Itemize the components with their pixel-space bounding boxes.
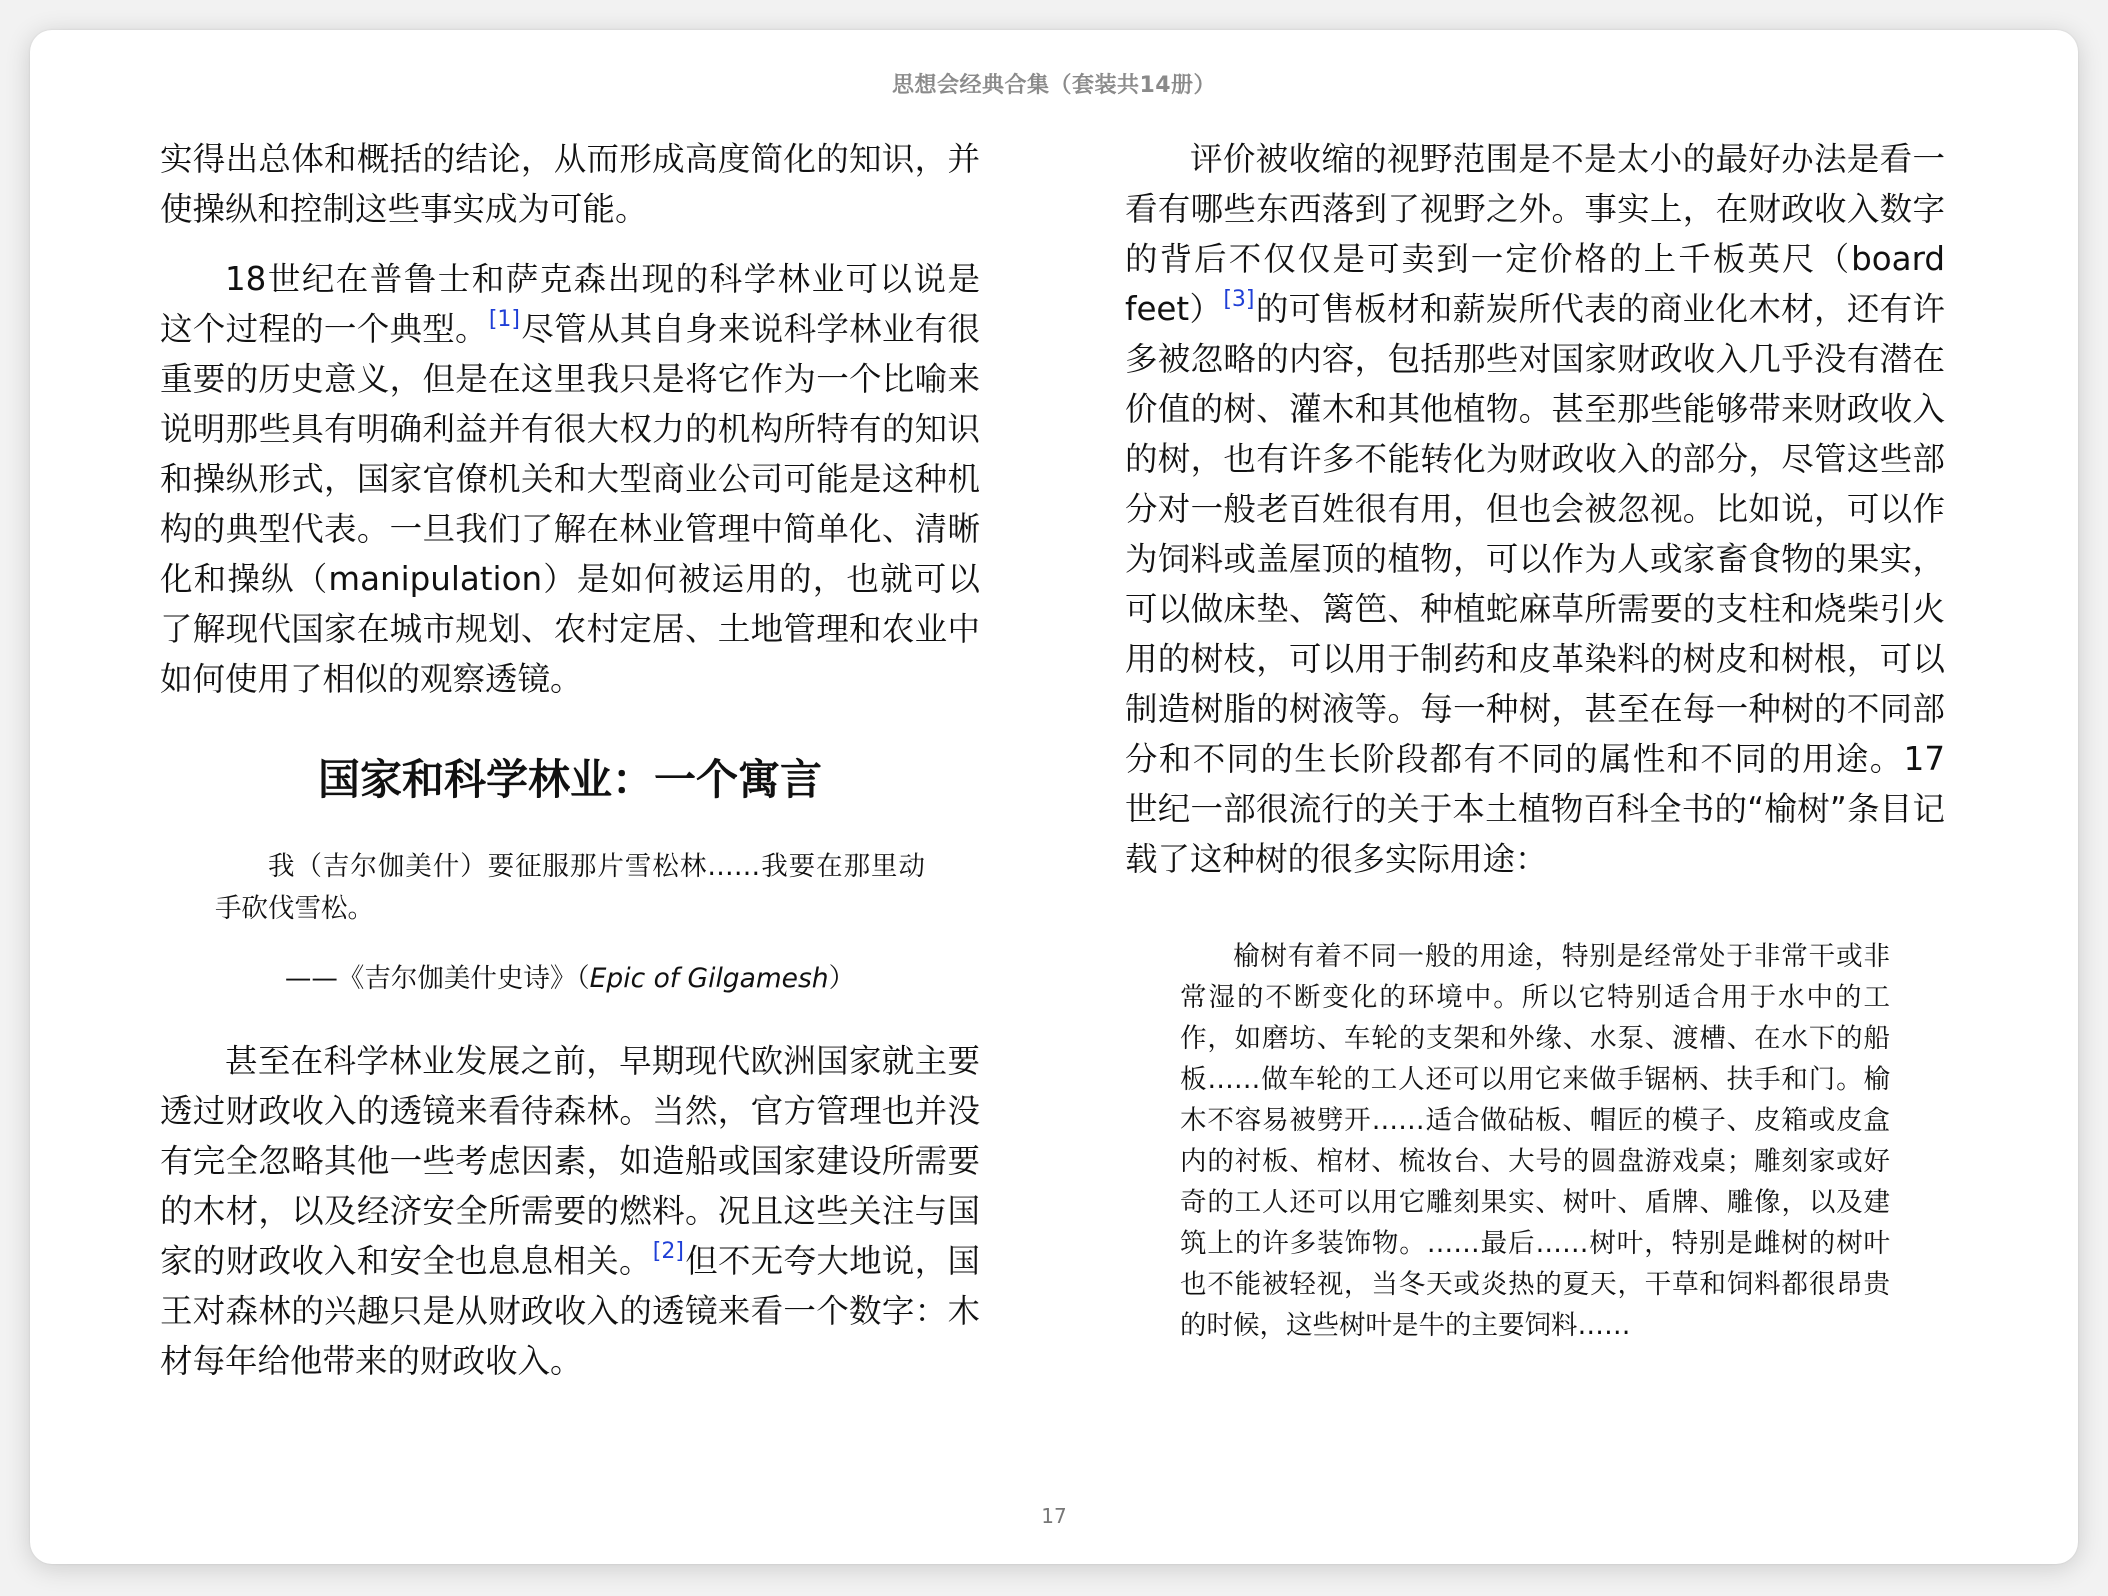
epigraph: 我（吉尔伽美什）要征服那片雪松林……我要在那里动手砍伐雪松。: [215, 851, 925, 924]
footnote-link-2[interactable]: [2]: [652, 1239, 684, 1264]
footnote-link-1[interactable]: [1]: [488, 307, 521, 332]
running-header: 思想会经典合集（套装共14册）: [891, 73, 1217, 98]
paragraph-scientific-forestry: [160, 254, 980, 704]
paragraph-text: 的可售板材和薪炭所代表的商业化木材，还有许多被忽略的内容，包括那些对国家财政收入几乎没有潜在价值的树、灌木和其他植物。甚至那些能够带来财政收入的树，也有许多不能转化为财政收入的部分，尽管这些部分对一般老百姓很有用，但也会被忽视。比如说，可以作为饲料或盖屋顶的植物，可以作为人或家畜食物的果实，可以做床垫、篱笆、种植蛇麻草所需要的支柱和烧柴引火用的树枝，可以用于制药和皮革染料的树皮和树根，可以制造树脂的树液等。每一种树，甚至在每一种树的不同部分和不同的生长阶段都有不同的属性和不同的用途。17世纪一部很流行的关于本土植物百科全书的“榆树”条目记载了这种树的很多实际用途：: [1125, 290, 1945, 878]
right-column: [1125, 134, 1945, 1346]
paragraph-text: 18世纪在普鲁士和萨克森出现的科学林业可以说是这个过程的一个典型。: [160, 260, 980, 348]
page-number: 17: [1041, 1504, 1067, 1528]
book-page: [30, 30, 2078, 1564]
left-column: [160, 134, 980, 1386]
paragraph-fiscal-lens: [160, 1036, 980, 1386]
paragraph-text: 但不无夸大地说，国王对森林的兴趣只是从财政收入的透镜来看一个数字：木材每年给他带来的财政收入。: [160, 1242, 980, 1380]
block-quote-elm: 榆树有着不同一般的用途，特别是经常处于非常干或非常湿的不断变化的环境中。所以它特别适合用于水中的工作，如磨坊、车轮的支架和外缘、水泵、渡槽、在水下的船板……做车轮的工人还可以用它来做手锯柄、扶手和门。榆木不容易被劈开……适合做砧板、帽匠的模子、皮箱或皮盒内的衬板、棺材、梳妆台、大号的圆盘游戏桌；雕刻家或好奇的工人还可以用它雕刻果实、树叶、盾牌、雕像，以及建筑上的许多装饰物。……最后……树叶，特别是雌树的树叶也不能被轻视，当冬天或炎热的夏天，干草和饲料都很昂贵的时候，这些树叶是牛的主要饲料……: [1180, 941, 1890, 1341]
epigraph-source-suffix: ）: [828, 963, 856, 994]
paragraph-text: 评价被收缩的视野范围是不是太小的最好办法是看一看有哪些东西落到了视野之外。事实上，在财政收入数字的背后不仅仅是可卖到一定价格的上千板英尺（board feet）: [1125, 140, 1945, 328]
epigraph-source: [160, 958, 980, 1000]
paragraph-narrowed-vision: [1125, 134, 1945, 884]
paragraph-text: 甚至在科学林业发展之前，早期现代欧洲国家就主要透过财政收入的透镜来看待森林。当然，官方管理也并没有完全忽略其他一些考虑因素，如造船或国家建设所需要的木材，以及经济安全所需要的燃料。况且这些关注与国家的财政收入和安全也息息相关。: [160, 1042, 980, 1280]
section-title: 国家和科学林业：一个寓言: [317, 755, 822, 804]
footnote-link-3[interactable]: [3]: [1223, 287, 1255, 312]
paragraph-text: 尽管从其自身来说科学林业有很重要的历史意义，但是在这里我只是将它作为一个比喻来说明那些具有明确利益并有很大权力的机构所特有的知识和操纵形式，国家官僚机关和大型商业公司可能是这种机构的典型代表。一旦我们了解在林业管理中简单化、清晰化和操纵（manipulation）是如何被运用的，也就可以了解现代国家在城市规划、农村定居、土地管理和农业中如何使用了相似的观察透镜。: [160, 310, 980, 698]
epigraph-source-prefix: ——《吉尔伽美什史诗》（: [284, 963, 590, 994]
epigraph-source-title: Epic of Gilgamesh: [589, 963, 829, 994]
paragraph-continued: 实得出总体和概括的结论，从而形成高度简化的知识，并使操纵和控制这些事实成为可能。: [160, 140, 980, 228]
